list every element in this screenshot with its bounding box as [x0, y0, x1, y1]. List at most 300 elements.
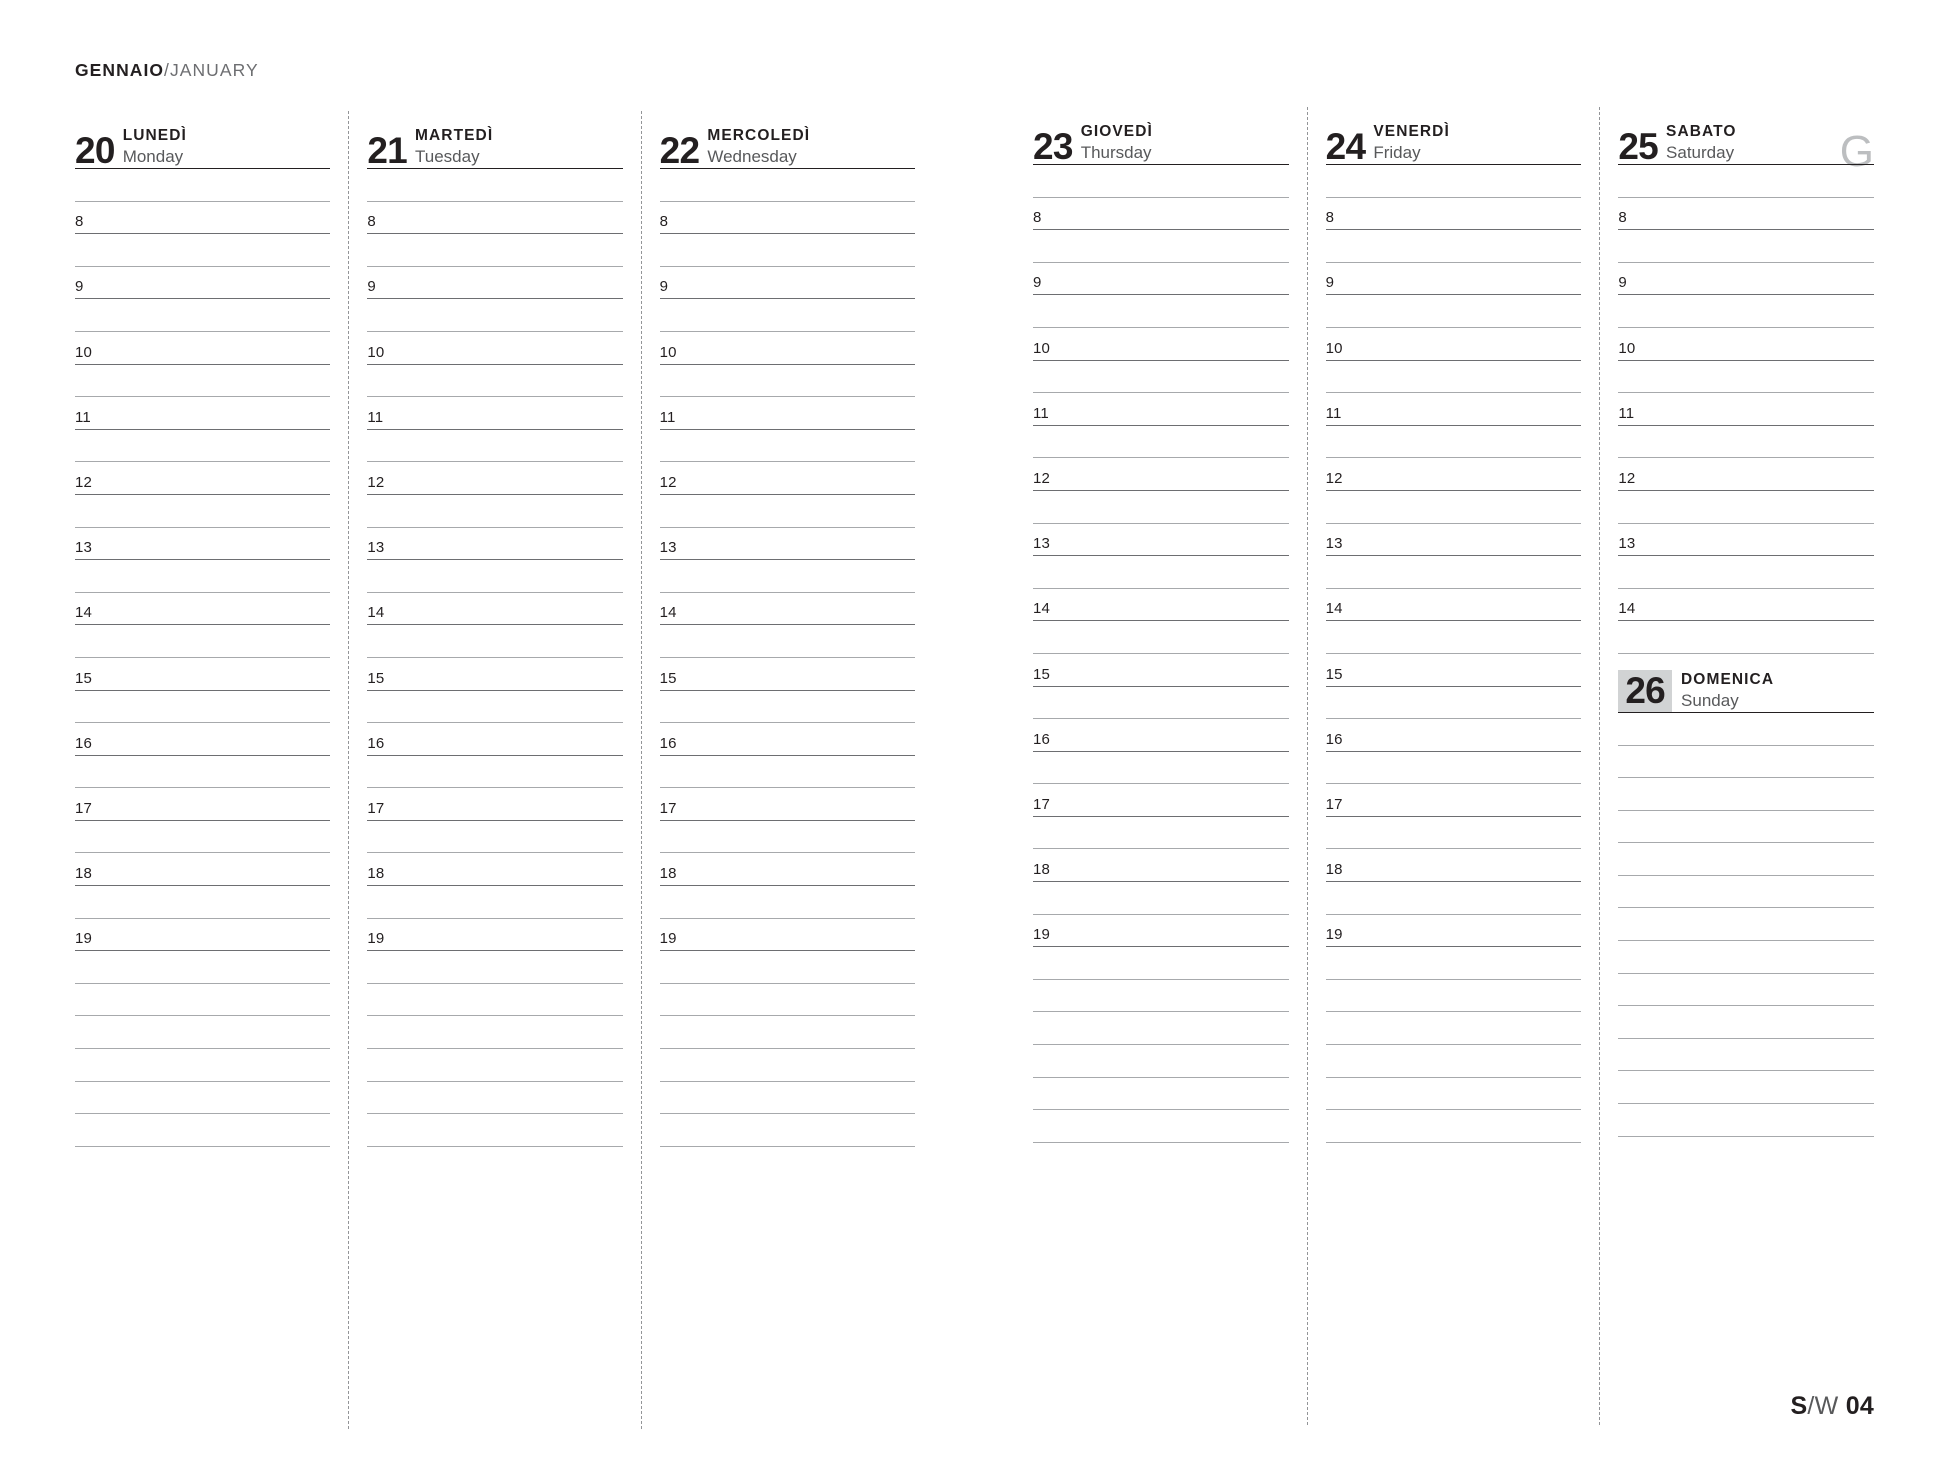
line-half[interactable] [660, 430, 915, 463]
day-column-tuesday [348, 111, 640, 1429]
day-name-group [1081, 122, 1153, 164]
day-name-group [1666, 122, 1737, 164]
hour-label: 17 [367, 799, 385, 817]
line-blank[interactable] [660, 169, 915, 202]
hour-label: 9 [367, 278, 376, 296]
day-column-friday [1307, 107, 1600, 1425]
line-hour-10[interactable] [660, 332, 915, 365]
line-blank[interactable] [1618, 843, 1874, 876]
line-blank[interactable] [1618, 908, 1874, 941]
line-half[interactable] [1326, 752, 1582, 785]
line-hour-13[interactable] [1618, 524, 1874, 557]
line-blank[interactable] [1618, 811, 1874, 844]
line-blank[interactable] [367, 1049, 622, 1082]
line-half[interactable] [367, 691, 622, 724]
day-name-english: Wednesday [707, 146, 797, 166]
line-blank[interactable] [75, 951, 330, 984]
day-name-group [415, 126, 493, 168]
week-label-w: W [1814, 1392, 1839, 1420]
hour-label: 10 [75, 343, 92, 361]
line-half[interactable] [1618, 491, 1874, 524]
line-half[interactable] [1326, 817, 1582, 850]
hour-label: 18 [367, 865, 385, 883]
line-half[interactable] [660, 234, 915, 267]
line-hour-16[interactable] [367, 723, 622, 756]
line-half[interactable] [1033, 621, 1289, 654]
hour-label: 18 [659, 865, 677, 883]
line-half[interactable] [1033, 752, 1289, 785]
day-number: 23 [1033, 125, 1073, 167]
line-blank[interactable] [1618, 778, 1874, 811]
hour-label: 15 [367, 669, 385, 687]
day-name-italian: VENERDÌ [1373, 123, 1450, 141]
line-hour-10[interactable] [367, 332, 622, 365]
hour-label: 13 [1325, 535, 1343, 553]
line-hour-17[interactable] [1033, 784, 1289, 817]
hour-label: 14 [1033, 600, 1050, 618]
line-blank[interactable] [1326, 1045, 1582, 1078]
hour-label: 11 [367, 408, 384, 426]
month-separator: / [164, 60, 170, 80]
line-half[interactable] [1033, 882, 1289, 915]
day-name-group [707, 126, 810, 168]
hour-label: 16 [659, 734, 677, 752]
day-name-italian: SABATO [1666, 123, 1737, 141]
line-half[interactable] [1326, 621, 1582, 654]
hour-label: 12 [1618, 469, 1636, 487]
line-hour-18[interactable] [75, 853, 330, 886]
line-half[interactable] [1618, 556, 1874, 589]
line-half[interactable] [1326, 426, 1582, 459]
day-number: 22 [659, 129, 700, 171]
line-blank[interactable] [1326, 947, 1582, 980]
hour-label: 11 [75, 408, 91, 426]
line-hour-19[interactable] [660, 919, 915, 952]
line-half[interactable] [660, 821, 915, 854]
line-hour-9[interactable] [1033, 263, 1289, 296]
line-half[interactable] [1326, 361, 1582, 394]
line-hour-12[interactable] [1326, 458, 1582, 491]
line-half[interactable] [367, 756, 622, 789]
day-number: 24 [1325, 125, 1366, 167]
hour-label: 10 [659, 343, 677, 361]
hour-label: 17 [1033, 795, 1050, 813]
line-blank[interactable] [367, 951, 622, 984]
line-blank[interactable] [1033, 1045, 1289, 1078]
hour-label: 13 [1033, 535, 1050, 553]
day-name-italian: GIOVEDÌ [1080, 123, 1153, 141]
day-name-english: Tuesday [415, 146, 480, 166]
line-half[interactable] [1618, 426, 1874, 459]
day-column-thursday [1033, 107, 1307, 1425]
hour-label: 17 [75, 799, 92, 817]
line-half[interactable] [367, 365, 622, 398]
line-hour-13[interactable] [367, 528, 622, 561]
line-hour-14[interactable] [660, 593, 915, 626]
line-hour-8[interactable] [367, 202, 622, 235]
week-label-s: S [1790, 1392, 1808, 1420]
line-blank[interactable] [660, 1016, 915, 1049]
line-half[interactable] [1033, 491, 1289, 524]
line-half[interactable] [660, 560, 915, 593]
line-half[interactable] [75, 625, 330, 658]
hour-label: 11 [1033, 404, 1049, 422]
line-half[interactable] [75, 691, 330, 724]
day-number: 21 [367, 129, 408, 171]
line-half[interactable] [367, 821, 622, 854]
hour-label: 8 [367, 213, 376, 231]
month-english: JANUARY [169, 60, 259, 80]
month-header [75, 60, 915, 81]
line-blank[interactable] [1618, 1039, 1874, 1072]
line-hour-19[interactable] [75, 919, 330, 952]
line-hour-9[interactable] [367, 267, 622, 300]
line-blank[interactable] [367, 1082, 622, 1115]
hour-label: 16 [367, 734, 385, 752]
day-name-italian: DOMENICA [1681, 671, 1775, 689]
line-blank[interactable] [1326, 1012, 1582, 1045]
line-half[interactable] [1618, 295, 1874, 328]
hour-label: 16 [1033, 730, 1050, 748]
line-hour-15[interactable] [660, 658, 915, 691]
line-half[interactable] [1618, 621, 1874, 654]
line-half[interactable] [75, 886, 330, 919]
line-half[interactable] [1618, 230, 1874, 263]
line-half[interactable] [367, 560, 622, 593]
line-hour-16[interactable] [1326, 719, 1582, 752]
hour-label: 14 [659, 604, 677, 622]
hour-label: 10 [1618, 339, 1636, 357]
line-hour-18[interactable] [1326, 849, 1582, 882]
writing-lines-saturday [1618, 165, 1874, 654]
writing-lines-sunday [1618, 713, 1874, 1137]
hour-label: 19 [75, 930, 92, 948]
line-hour-13[interactable] [1326, 524, 1582, 557]
line-blank[interactable] [1326, 1110, 1582, 1143]
line-blank[interactable] [1326, 1078, 1582, 1111]
line-blank[interactable] [75, 1114, 330, 1147]
day-name-italian: LUNEDÌ [122, 127, 187, 145]
line-hour-12[interactable] [660, 462, 915, 495]
line-hour-11[interactable] [660, 397, 915, 430]
hour-label: 17 [659, 799, 677, 817]
line-half[interactable] [660, 299, 915, 332]
line-hour-17[interactable] [75, 788, 330, 821]
hour-label: 15 [75, 669, 92, 687]
line-hour-15[interactable] [1033, 654, 1289, 687]
line-blank[interactable] [1618, 876, 1874, 909]
line-half[interactable] [75, 430, 330, 463]
line-hour-15[interactable] [367, 658, 622, 691]
line-hour-19[interactable] [1326, 915, 1582, 948]
header-spacer [1033, 60, 1874, 107]
line-hour-11[interactable] [75, 397, 330, 430]
line-half[interactable] [660, 495, 915, 528]
line-hour-14[interactable] [1618, 589, 1874, 622]
hour-label: 8 [75, 213, 84, 231]
day-name-group [1373, 122, 1450, 164]
line-hour-18[interactable] [1033, 849, 1289, 882]
line-blank[interactable] [1618, 165, 1874, 198]
line-hour-8[interactable] [75, 202, 330, 235]
day-number: 20 [75, 129, 115, 171]
line-half[interactable] [1033, 687, 1289, 720]
writing-lines-monday [75, 169, 330, 1147]
line-hour-11[interactable] [367, 397, 622, 430]
month-italian: GENNAIO [75, 60, 165, 80]
line-blank[interactable] [75, 984, 330, 1017]
hour-label: 12 [659, 473, 677, 491]
line-blank[interactable] [1326, 165, 1582, 198]
line-half[interactable] [1033, 426, 1289, 459]
line-hour-12[interactable] [1618, 458, 1874, 491]
line-hour-14[interactable] [75, 593, 330, 626]
line-blank[interactable] [1618, 746, 1874, 779]
hour-label: 18 [75, 865, 92, 883]
hour-label: 9 [1033, 274, 1042, 292]
hour-label: 9 [1325, 274, 1335, 292]
line-half[interactable] [75, 560, 330, 593]
hour-label: 9 [659, 278, 669, 296]
day-name-italian: MERCOLEDÌ [707, 127, 811, 145]
line-half[interactable] [660, 756, 915, 789]
line-half[interactable] [75, 756, 330, 789]
line-hour-18[interactable] [367, 853, 622, 886]
day-name-english: Thursday [1080, 142, 1152, 162]
writing-lines-friday [1326, 165, 1582, 1143]
line-blank[interactable] [75, 1016, 330, 1049]
day-heading-tuesday [367, 111, 622, 169]
line-blank[interactable] [1033, 980, 1289, 1013]
hour-label: 8 [659, 213, 669, 231]
line-hour-15[interactable] [75, 658, 330, 691]
hour-label: 11 [1325, 404, 1342, 422]
letter-g-watermark: G [1839, 127, 1874, 176]
line-blank[interactable] [1618, 1006, 1874, 1039]
hour-label: 12 [367, 473, 385, 491]
line-hour-11[interactable] [1033, 393, 1289, 426]
day-name-english: Friday [1373, 142, 1421, 162]
day-column-saturday-sunday [1599, 107, 1874, 1425]
line-blank[interactable] [1618, 1104, 1874, 1137]
line-hour-12[interactable] [1033, 458, 1289, 491]
hour-label: 12 [75, 473, 92, 491]
hour-label: 19 [367, 930, 385, 948]
hour-label: 15 [659, 669, 677, 687]
line-hour-9[interactable] [75, 267, 330, 300]
line-half[interactable] [367, 299, 622, 332]
line-blank[interactable] [367, 984, 622, 1017]
line-blank[interactable] [75, 169, 330, 202]
day-heading-monday [75, 111, 330, 169]
line-half[interactable] [75, 299, 330, 332]
line-blank[interactable] [1033, 1078, 1289, 1111]
week-number: 04 [1845, 1392, 1874, 1420]
day-heading-thursday [1033, 107, 1289, 165]
hour-label: 13 [367, 539, 385, 557]
line-blank[interactable] [660, 1049, 915, 1082]
line-hour-15[interactable] [1326, 654, 1582, 687]
day-heading-friday [1326, 107, 1582, 165]
line-hour-16[interactable] [1033, 719, 1289, 752]
hour-label: 19 [659, 930, 677, 948]
line-blank[interactable] [660, 984, 915, 1017]
line-half[interactable] [660, 625, 915, 658]
line-hour-9[interactable] [1326, 263, 1582, 296]
line-hour-13[interactable] [75, 528, 330, 561]
hour-label: 10 [1033, 339, 1050, 357]
line-half[interactable] [367, 234, 622, 267]
hour-label: 12 [1033, 469, 1050, 487]
line-hour-8[interactable] [1033, 198, 1289, 231]
line-half[interactable] [660, 886, 915, 919]
line-half[interactable] [367, 430, 622, 463]
line-blank[interactable] [1618, 713, 1874, 746]
line-half[interactable] [1033, 817, 1289, 850]
line-hour-13[interactable] [660, 528, 915, 561]
hour-label: 10 [1325, 339, 1343, 357]
line-hour-14[interactable] [1326, 589, 1582, 622]
line-hour-16[interactable] [660, 723, 915, 756]
line-half[interactable] [660, 691, 915, 724]
line-half[interactable] [1326, 687, 1582, 720]
line-half[interactable] [367, 495, 622, 528]
line-hour-14[interactable] [1033, 589, 1289, 622]
line-blank[interactable] [75, 1082, 330, 1115]
line-half[interactable] [1618, 361, 1874, 394]
day-number: 25 [1618, 125, 1659, 167]
line-blank[interactable] [1618, 1071, 1874, 1104]
line-blank[interactable] [1618, 974, 1874, 1007]
week-number-footer [1790, 1392, 1874, 1421]
hour-label: 14 [367, 604, 385, 622]
line-hour-8[interactable] [1326, 198, 1582, 231]
day-name-group [1681, 670, 1774, 712]
line-hour-10[interactable] [1618, 328, 1874, 361]
line-hour-8[interactable] [1618, 198, 1874, 231]
line-hour-12[interactable] [75, 462, 330, 495]
line-hour-11[interactable] [1326, 393, 1582, 426]
hour-label: 10 [367, 343, 385, 361]
line-blank[interactable] [367, 169, 622, 202]
line-hour-18[interactable] [660, 853, 915, 886]
hour-label: 14 [1618, 600, 1636, 618]
line-hour-12[interactable] [367, 462, 622, 495]
line-hour-10[interactable] [1326, 328, 1582, 361]
day-column-monday [75, 111, 348, 1429]
hour-label: 13 [1618, 535, 1636, 553]
line-hour-17[interactable] [1326, 784, 1582, 817]
line-half[interactable] [660, 365, 915, 398]
line-half[interactable] [367, 886, 622, 919]
day-name-group [123, 126, 187, 168]
line-hour-13[interactable] [1033, 524, 1289, 557]
hour-label: 11 [659, 408, 676, 426]
right-day-columns [1033, 107, 1874, 1425]
hour-label: 14 [75, 604, 92, 622]
line-blank[interactable] [1618, 941, 1874, 974]
line-hour-9[interactable] [660, 267, 915, 300]
line-blank[interactable] [660, 1082, 915, 1115]
line-hour-17[interactable] [660, 788, 915, 821]
line-hour-17[interactable] [367, 788, 622, 821]
hour-label: 11 [1618, 404, 1635, 422]
day-name-english: Saturday [1666, 142, 1735, 162]
line-hour-10[interactable] [1033, 328, 1289, 361]
line-hour-19[interactable] [367, 919, 622, 952]
line-half[interactable] [1033, 295, 1289, 328]
line-blank[interactable] [367, 1114, 622, 1147]
day-column-wednesday [641, 111, 915, 1429]
day-name-english: Monday [122, 146, 184, 166]
line-half[interactable] [1326, 556, 1582, 589]
line-hour-11[interactable] [1618, 393, 1874, 426]
day-heading-sunday [1618, 656, 1874, 713]
hour-label: 18 [1033, 861, 1050, 879]
line-hour-14[interactable] [367, 593, 622, 626]
week-label-slash: / [1807, 1392, 1815, 1420]
writing-lines-thursday [1033, 165, 1289, 1143]
line-hour-10[interactable] [75, 332, 330, 365]
hour-label: 13 [75, 539, 92, 557]
hour-label: 15 [1033, 665, 1050, 683]
line-half[interactable] [1326, 230, 1582, 263]
line-blank[interactable] [1326, 980, 1582, 1013]
line-hour-8[interactable] [660, 202, 915, 235]
hour-label: 19 [1033, 926, 1050, 944]
day-name-english: Sunday [1681, 690, 1739, 710]
hour-label: 13 [659, 539, 677, 557]
hour-label: 16 [75, 734, 92, 752]
line-half[interactable] [75, 495, 330, 528]
line-hour-19[interactable] [1033, 915, 1289, 948]
left-day-columns [75, 111, 915, 1429]
line-half[interactable] [75, 365, 330, 398]
hour-label: 8 [1618, 209, 1627, 227]
line-blank[interactable] [1033, 947, 1289, 980]
line-blank[interactable] [75, 1049, 330, 1082]
hour-label: 14 [1325, 600, 1343, 618]
hour-label: 9 [1618, 274, 1627, 292]
hour-label: 8 [1033, 209, 1042, 227]
line-half[interactable] [1033, 361, 1289, 394]
line-blank[interactable] [1033, 1110, 1289, 1143]
day-heading-wednesday [660, 111, 915, 169]
right-page [973, 0, 1946, 1459]
line-blank[interactable] [660, 951, 915, 984]
line-half[interactable] [1326, 882, 1582, 915]
line-blank[interactable] [660, 1114, 915, 1147]
line-blank[interactable] [1033, 165, 1289, 198]
line-half[interactable] [1033, 556, 1289, 589]
line-hour-16[interactable] [75, 723, 330, 756]
line-half[interactable] [1033, 230, 1289, 263]
line-half[interactable] [1326, 295, 1582, 328]
hour-label: 8 [1325, 209, 1335, 227]
line-half[interactable] [367, 625, 622, 658]
line-half[interactable] [1326, 491, 1582, 524]
line-blank[interactable] [1033, 1012, 1289, 1045]
line-blank[interactable] [367, 1016, 622, 1049]
day-name-italian: MARTEDÌ [415, 127, 494, 145]
line-half[interactable] [75, 234, 330, 267]
writing-lines-wednesday [660, 169, 915, 1147]
line-hour-9[interactable] [1618, 263, 1874, 296]
line-half[interactable] [75, 821, 330, 854]
hour-label: 9 [75, 278, 84, 296]
hour-label: 15 [1325, 665, 1343, 683]
hour-label: 16 [1325, 730, 1343, 748]
